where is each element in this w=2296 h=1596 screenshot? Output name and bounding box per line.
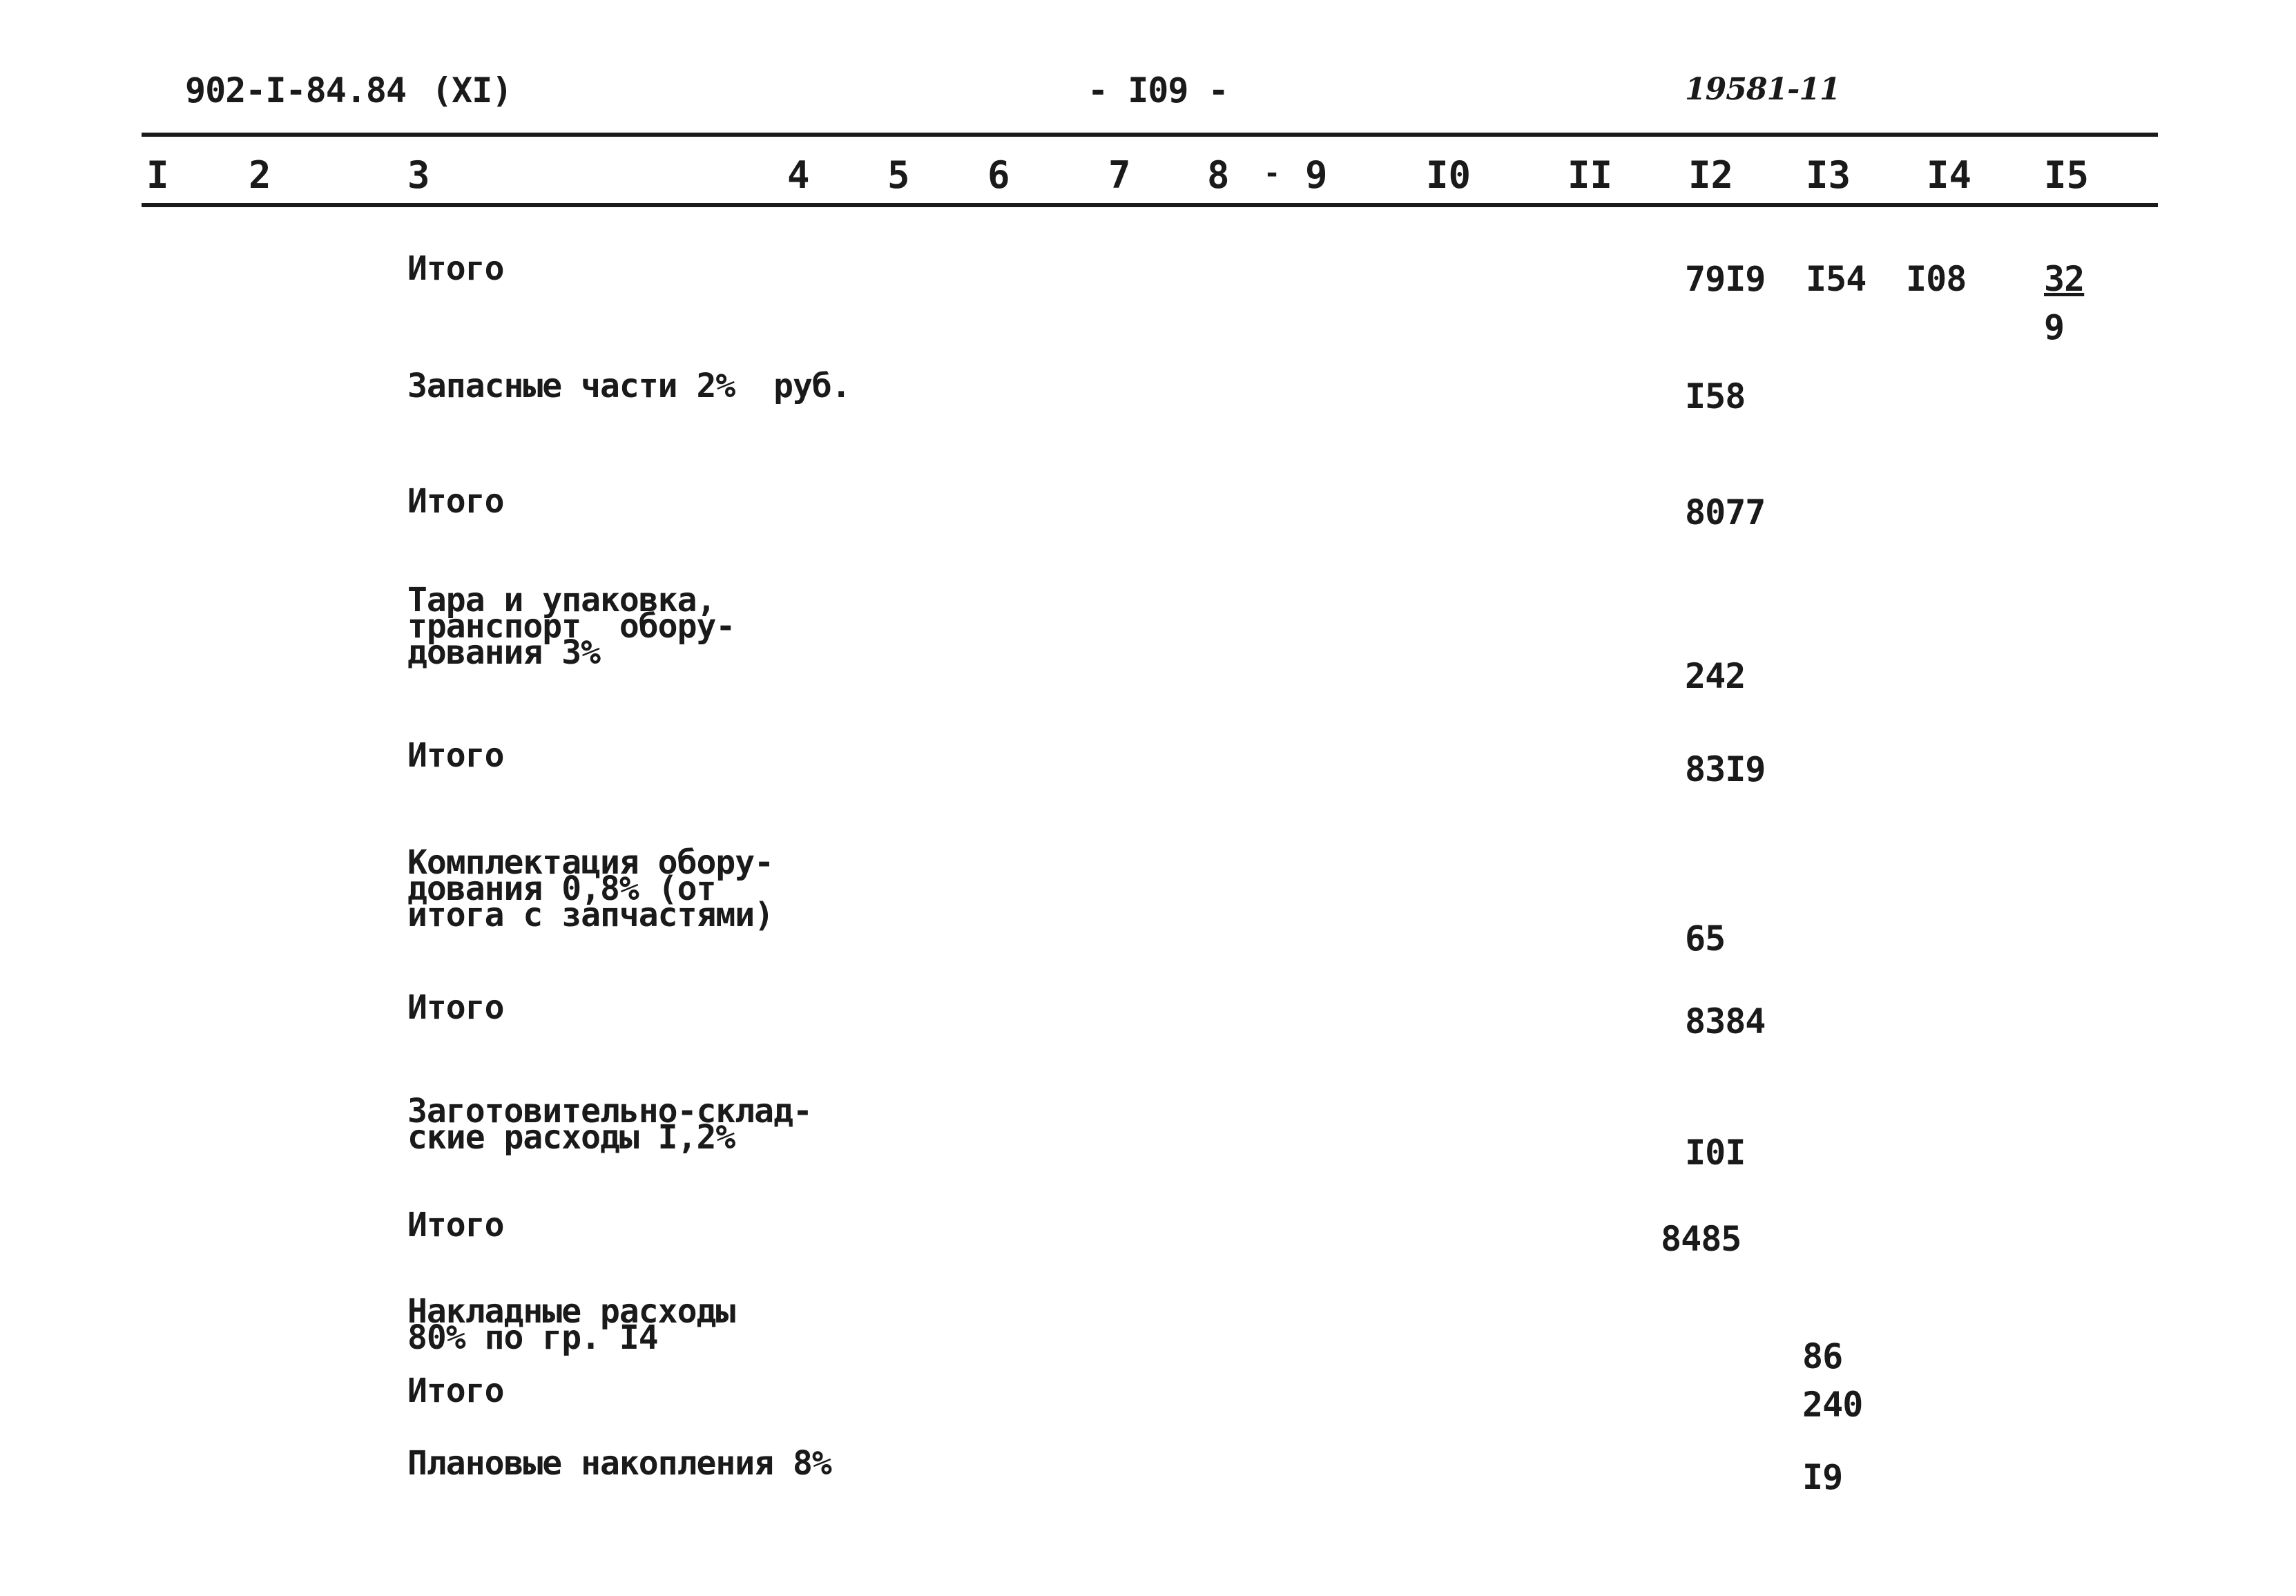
page-number: - I09 -: [1088, 70, 1228, 110]
row-label: Итого: [407, 1206, 504, 1244]
value-col-15-top: 32: [2044, 259, 2085, 299]
column-header-2: 2: [249, 153, 271, 197]
row-label: Тара и упаковка, транспорт обору- дования 3%: [407, 581, 735, 672]
column-header-8: 8: [1207, 153, 1230, 197]
column-header-15: I5: [2044, 153, 2090, 197]
row-label: Итого: [407, 482, 504, 521]
column-extra-mark: -: [1264, 157, 1281, 189]
value-col-12: 65: [1685, 919, 1726, 959]
column-header-5: 5: [887, 153, 910, 197]
value-col-13: I9: [1802, 1457, 1843, 1497]
value-col-14: I08: [1906, 259, 1967, 299]
column-header-11: II: [1567, 153, 1613, 197]
value-col-13: 240: [1802, 1385, 1863, 1425]
row-label: Комплектация обору- дования 0,8% (от итога с запчастями): [407, 843, 774, 934]
column-header-1: I: [146, 153, 169, 197]
row-label: Итого: [407, 249, 504, 288]
value-col-12: 242: [1685, 656, 1746, 696]
column-header-13: I3: [1806, 153, 1851, 197]
value-col-12: 8384: [1685, 1001, 1766, 1041]
row-label: Плановые накопления 8%: [407, 1444, 831, 1483]
column-header-7: 7: [1108, 153, 1131, 197]
column-header-3: 3: [407, 153, 430, 197]
value-col-12: 83I9: [1685, 749, 1766, 789]
value-col-12: I0I: [1685, 1133, 1746, 1173]
document-code: 902-I-84.84: [185, 70, 407, 110]
value-col-12: I58: [1685, 376, 1746, 416]
document-part: (XI): [432, 70, 512, 110]
column-header-rule: [142, 203, 2158, 207]
column-header-12: I2: [1688, 153, 1734, 197]
column-header-6: 6: [987, 153, 1010, 197]
row-label: Итого: [407, 1372, 504, 1410]
column-header-9: 9: [1305, 153, 1328, 197]
value-col-12: 8077: [1685, 492, 1766, 532]
column-header-14: I4: [1927, 153, 1972, 197]
value-col-13: I54: [1806, 259, 1866, 299]
value-col-13: 86: [1802, 1336, 1843, 1376]
row-label: Итого: [407, 736, 504, 775]
column-header-4: 4: [787, 153, 810, 197]
column-header-10: I0: [1426, 153, 1472, 197]
row-label: Накладные расходы 80% по гр. I4: [407, 1292, 735, 1357]
row-label: Итого: [407, 988, 504, 1027]
value-col-12: 79I9: [1685, 259, 1766, 299]
top-rule: [142, 133, 2158, 137]
value-col-15-bottom: 9: [2044, 307, 2065, 347]
archive-stamp: 19581-11: [1685, 72, 1840, 107]
row-label: Запасные части 2% руб.: [407, 367, 851, 405]
value-col-12: 8485: [1661, 1219, 1742, 1259]
row-label: Заготовительно-склад- ские расходы I,2%: [407, 1092, 812, 1157]
